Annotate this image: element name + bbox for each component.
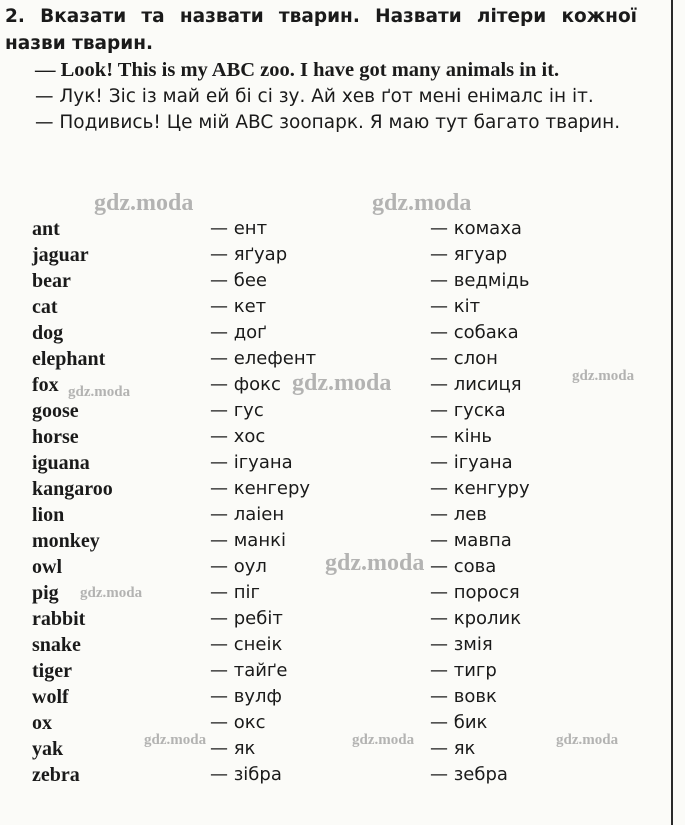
animal-row [32, 242, 592, 268]
animal-transcription: — хос [210, 426, 266, 447]
animal-ukrainian-name: — мавпа [430, 530, 512, 551]
animal-ukrainian-name: — лисиця [430, 374, 522, 395]
animal-ukrainian-name: — кролик [430, 608, 522, 629]
watermark: gdz.moda [325, 550, 425, 576]
animal-english-name: zebra [32, 764, 80, 786]
animal-transcription: — ребіт [210, 608, 283, 629]
watermark: gdz.moda [572, 368, 635, 384]
animal-ukrainian-name: — кенгуру [430, 478, 530, 499]
animal-row [32, 476, 592, 502]
animal-ukrainian-name: — тигр [430, 660, 497, 681]
exercise-intro [5, 4, 637, 137]
animal-transcription: — манкі [210, 530, 286, 551]
animal-ukrainian-name: — кінь [430, 426, 492, 447]
animal-row [32, 294, 592, 320]
animal-english-name: horse [32, 426, 79, 448]
animal-ukrainian-name: — змія [430, 634, 493, 655]
animal-ukrainian-name: — лев [430, 504, 487, 525]
animal-english-name: wolf [32, 686, 69, 708]
animal-row [32, 346, 592, 372]
animal-transcription: — доґ [210, 322, 267, 343]
animal-transcription: — кенгеру [210, 478, 311, 499]
animal-row [32, 736, 592, 762]
animal-row [32, 684, 592, 710]
animal-row [32, 762, 592, 788]
animal-english-name: ox [32, 712, 52, 734]
animal-english-name: kangaroo [32, 478, 113, 500]
animal-english-name: pig [32, 582, 59, 604]
animal-transcription: — кет [210, 296, 267, 317]
animal-english-name: goose [32, 400, 79, 422]
animal-english-name: owl [32, 556, 62, 578]
animal-row [32, 632, 592, 658]
animal-english-name: snake [32, 634, 81, 656]
animal-transcription: — ігуана [210, 452, 293, 473]
animal-transcription: — фокс [210, 374, 281, 395]
animal-ukrainian-name: — вовк [430, 686, 497, 707]
watermark: gdz.moda [144, 732, 207, 748]
animal-row [32, 658, 592, 684]
animal-row [32, 398, 592, 424]
animal-row [32, 216, 592, 242]
english-sentence: — Look! This is my ABC zoo. I have got many animals in it. [35, 59, 560, 81]
animal-ukrainian-name: — ягуар [430, 244, 508, 265]
transcription-sentence: — Лук! Зіс із май ей бі сі зу. Ай хев ґот мені енімалс ін іт. [35, 85, 594, 107]
animal-ukrainian-name: — ігуана [430, 452, 513, 473]
animal-ukrainian-name: — гуска [430, 400, 506, 421]
watermark: gdz.moda [556, 732, 619, 748]
watermark: gdz.moda [292, 370, 392, 396]
animal-ukrainian-name: — кіт [430, 296, 481, 317]
animal-ukrainian-name: — собака [430, 322, 519, 343]
animal-transcription: — елефент [210, 348, 317, 369]
animal-ukrainian-name: — сова [430, 556, 497, 577]
animal-english-name: iguana [32, 452, 90, 474]
animal-english-name: dog [32, 322, 64, 344]
animal-ukrainian-name: — порося [430, 582, 520, 603]
animal-english-name: tiger [32, 660, 72, 682]
animal-row [32, 606, 592, 632]
animal-transcription: — тайґе [210, 660, 288, 681]
animal-transcription: — оул [210, 556, 267, 577]
animal-row [32, 710, 592, 736]
animal-english-name: elephant [32, 348, 106, 370]
animal-transcription: — бее [210, 270, 267, 291]
animal-ukrainian-name: — бик [430, 712, 488, 733]
animal-row [32, 424, 592, 450]
animal-transcription: — як [210, 738, 256, 759]
animal-english-name: yak [32, 738, 64, 760]
animal-transcription: — піг [210, 582, 260, 603]
animal-transcription: — снеік [210, 634, 283, 655]
animal-row [32, 528, 592, 554]
animal-transcription: — гус [210, 400, 264, 421]
animal-transcription: — вулф [210, 686, 282, 707]
animal-ukrainian-name: — зебра [430, 764, 508, 785]
animal-english-name: cat [32, 296, 58, 318]
animal-english-name: ant [32, 218, 60, 240]
watermark: gdz.moda [68, 384, 131, 400]
animal-row [32, 554, 592, 580]
animal-english-name: jaguar [32, 244, 89, 266]
animal-english-name: rabbit [32, 608, 86, 630]
animal-row [32, 450, 592, 476]
animal-transcription: — лаіен [210, 504, 285, 525]
animal-row [32, 502, 592, 528]
animal-english-name: lion [32, 504, 65, 526]
watermark: gdz.moda [352, 732, 415, 748]
animal-transcription: — зібра [210, 764, 282, 785]
animal-row [32, 268, 592, 294]
animal-ukrainian-name: — слон [430, 348, 498, 369]
animal-ukrainian-name: — як [430, 738, 476, 759]
watermark: gdz.moda [94, 190, 194, 216]
animal-transcription: — окс [210, 712, 266, 733]
animal-ukrainian-name: — ведмідь [430, 270, 530, 291]
watermark: gdz.moda [80, 585, 143, 601]
animal-vocabulary-list [32, 216, 592, 788]
animal-english-name: monkey [32, 530, 100, 552]
task-heading: 2. Вказати та назвати тварин. Назвати літери кожної назви тварин. [5, 6, 637, 54]
animal-transcription: — яґуар [210, 244, 288, 265]
page-border-line [671, 0, 673, 825]
animal-english-name: fox [32, 374, 59, 396]
animal-ukrainian-name: — комаха [430, 218, 522, 239]
animal-row [32, 320, 592, 346]
animal-transcription: — ент [210, 218, 268, 239]
animal-english-name: bear [32, 270, 71, 292]
ukrainian-sentence: — Подивись! Це мій ABC зоопарк. Я маю тут багато тварин. [35, 112, 621, 133]
watermark: gdz.moda [372, 190, 472, 216]
